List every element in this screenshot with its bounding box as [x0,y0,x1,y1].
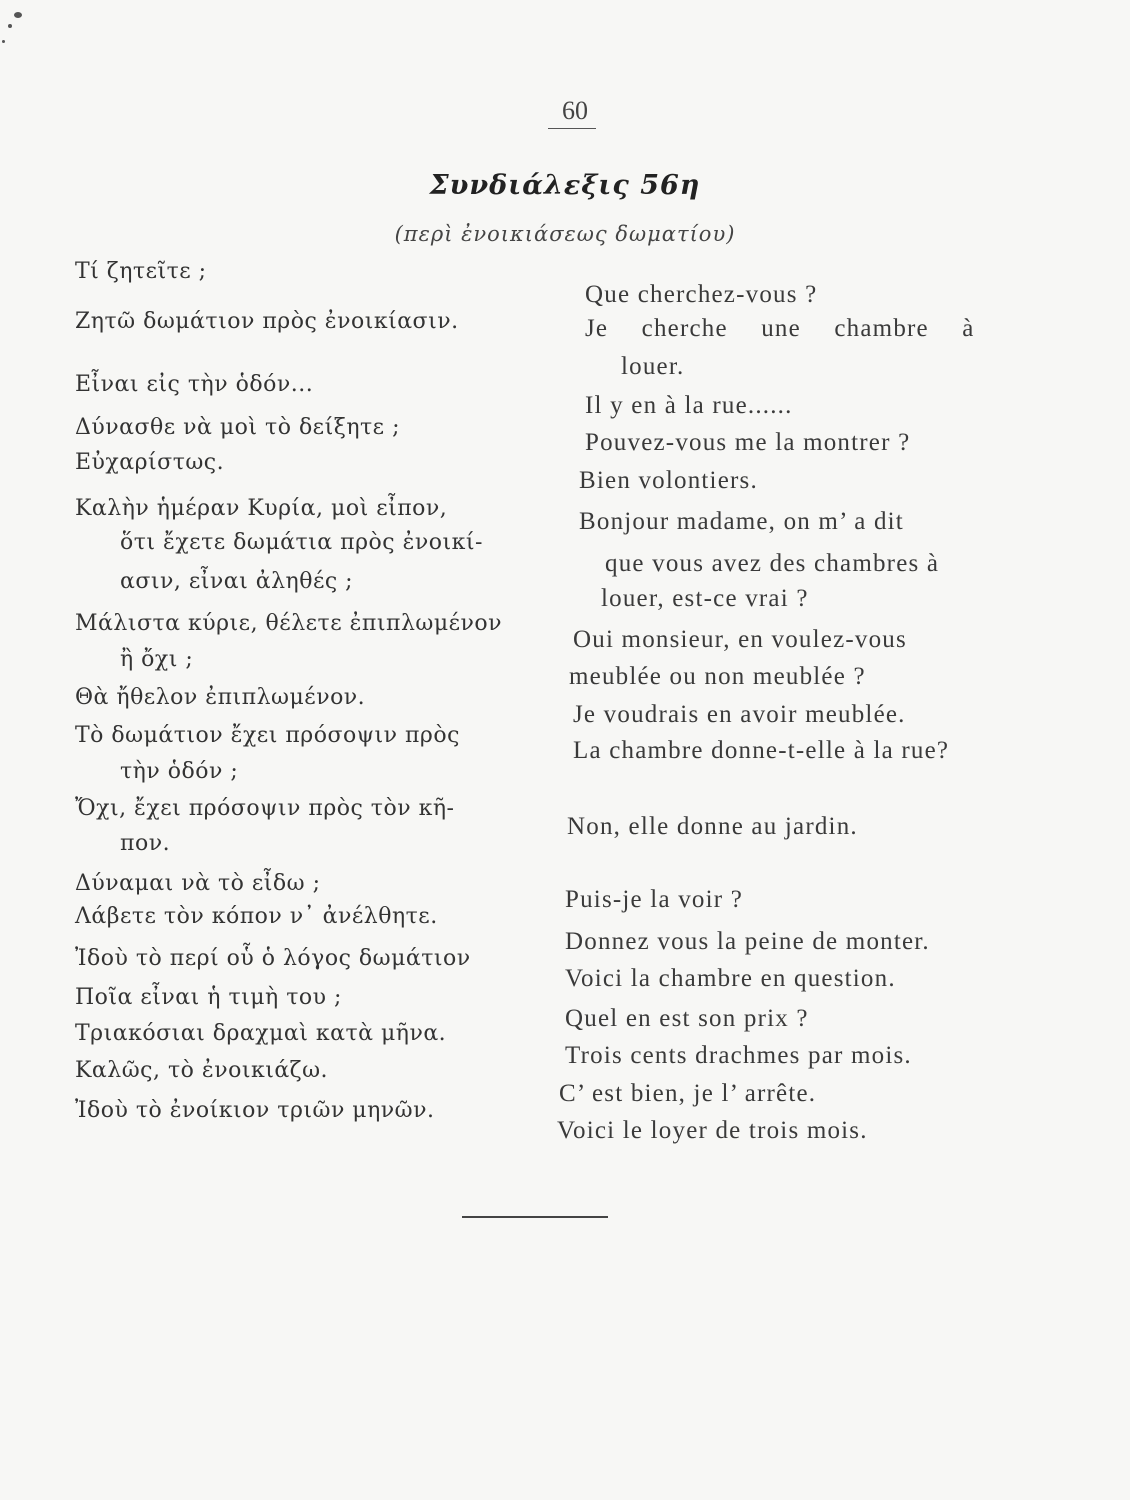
greek-line: Ποῖα εἶναι ἡ τιμὴ του ; [75,985,342,1010]
french-line: Donnez vous la peine de monter. [565,928,930,955]
french-line: Je cherche une chambre à [585,315,975,342]
greek-line: Τριακόσιαι δραχμαὶ κατὰ μῆνα. [75,1021,447,1046]
dialogue-title: Συνδιάλεξις 56η [429,170,701,201]
french-line: Bien volontiers. [579,467,758,494]
greek-line: πον. [120,831,171,856]
french-line: Trois cents drachmes par mois. [565,1042,912,1069]
greek-line: Τί ζητεῖτε ; [75,259,207,284]
french-line: Il y en à la rue...... [585,392,793,419]
french-line: Voici la chambre en question. [565,965,896,992]
greek-line: Εἶναι εἰς τὴν ὁδόν... [75,372,314,397]
french-line: que vous avez des chambres à [605,550,940,577]
greek-line: Δύναμαι νὰ τὸ εἶδω ; [75,871,321,896]
greek-line: Ἰδοὺ τὸ ἐνοίκιον τριῶν μηνῶν. [75,1098,435,1123]
greek-line: Δύνασθε νὰ μοὶ τὸ δείξητε ; [75,415,400,440]
french-line: Voici le loyer de trois mois. [557,1117,868,1144]
greek-line: Καλὴν ἡμέραν Κυρία, μοὶ εἶπον, [75,496,448,521]
french-line: Je voudrais en avoir meublée. [573,701,906,728]
dialogue-subtitle: (περὶ ἐνοικιάσεως δωματίου) [394,222,736,246]
greek-line: τὴν ὁδόν ; [120,759,239,784]
french-line: louer. [621,353,685,380]
page-number-rule [548,128,596,129]
greek-line: ἢ ὄχι ; [120,647,194,672]
greek-line: ὅτι ἔχετε δωμάτια πρὸς ἐνοικί- [120,530,483,555]
french-line: Bonjour madame, on m’ a dit [579,508,904,535]
french-line: La chambre donne-t-elle à la rue? [573,737,950,764]
greek-line: Καλῶς, τὸ ἐνοικιάζω. [75,1058,329,1083]
end-rule [462,1216,608,1218]
ink-speck [14,12,22,18]
french-line: louer, est-ce vrai ? [601,585,809,612]
greek-line: ασιν, εἶναι ἀληθές ; [120,569,354,594]
french-line: Non, elle donne au jardin. [567,813,858,840]
greek-line: Ἰδοὺ τὸ περί οὗ ὁ λόγος δωμάτιον [75,946,471,971]
french-line: Oui monsieur, en voulez-vous [573,626,907,653]
greek-line: Τὸ δωμάτιον ἔχει πρόσοψιν πρὸς [75,723,460,748]
french-line: Pouvez-vous me la montrer ? [585,429,911,456]
page-number: 60 [562,96,588,125]
greek-line: Εὐχαρίστως. [75,450,225,475]
greek-line: Λάβετε τὸν κόπον ν᾽ ἀνέλθητε. [75,904,438,929]
greek-line: Μάλιστα κύριε, θέλετε ἐπιπλωμένον [75,611,503,636]
greek-line: Ζητῶ δωμάτιον πρὸς ἐνοικίασιν. [75,309,459,334]
french-line: Puis-je la voir ? [565,886,744,913]
greek-line: Ὄχι, ἔχει πρόσοψιν πρὸς τὸν κῆ- [75,796,455,821]
french-line: Que cherchez-vous ? [585,281,818,308]
french-line: Quel en est son prix ? [565,1005,809,1032]
french-line: meublée ou non meublée ? [569,663,866,690]
ink-speck [2,40,5,43]
greek-line: Θὰ ἤθελον ἐπιπλωμένον. [75,685,366,710]
ink-speck [8,24,12,28]
french-line: C’ est bien, je l’ arrête. [559,1080,817,1107]
